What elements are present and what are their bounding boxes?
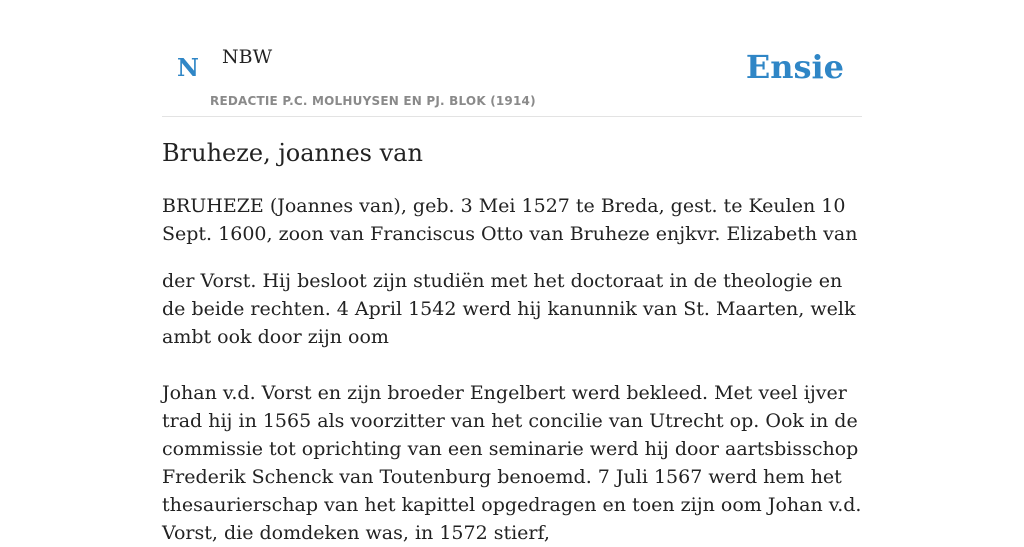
article-paragraph: Johan v.d. Vorst en zijn broeder Engelbert werd bekleed. Met veel ijver trad hij in 1565 als voorzitter van het concilie van Utrecht op. Ook in de commissie tot oprichting van een seminarie werd hij door aartsbisschop Frederik Schenck van Toutenburg benoemd. 7 Juli 1567 werd hem het thesaurierschap van het kapittel opgedragen en toen zijn oom Johan v.d. Vorst, die domdeken was, in 1572 stierf, — [162, 382, 862, 544]
source-logo[interactable]: N — [177, 53, 199, 82]
page — [162, 0, 862, 544]
article-paragraph: BRUHEZE (Joannes van), geb. 3 Mei 1527 te Breda, gest. te Keulen 10 Sept. 1600, zoon van Franciscus Otto van Bruheze enjkvr. Elizabeth van — [162, 195, 858, 245]
article-title: Bruheze, joannes van — [162, 139, 423, 167]
brand-logo[interactable]: Ensie — [745, 48, 844, 86]
article-paragraph: der Vorst. Hij besloot zijn studiën met het doctoraat in de theologie en de beide rechten. 4 April 1542 werd hij kanunnik van St. Maarten, welk ambt ook door zijn oom — [162, 270, 856, 348]
source-name[interactable]: NBW — [222, 46, 273, 68]
header — [162, 0, 862, 117]
source-editor: REDACTIE P.C. MOLHUYSEN EN PJ. BLOK (1914) — [210, 94, 536, 108]
